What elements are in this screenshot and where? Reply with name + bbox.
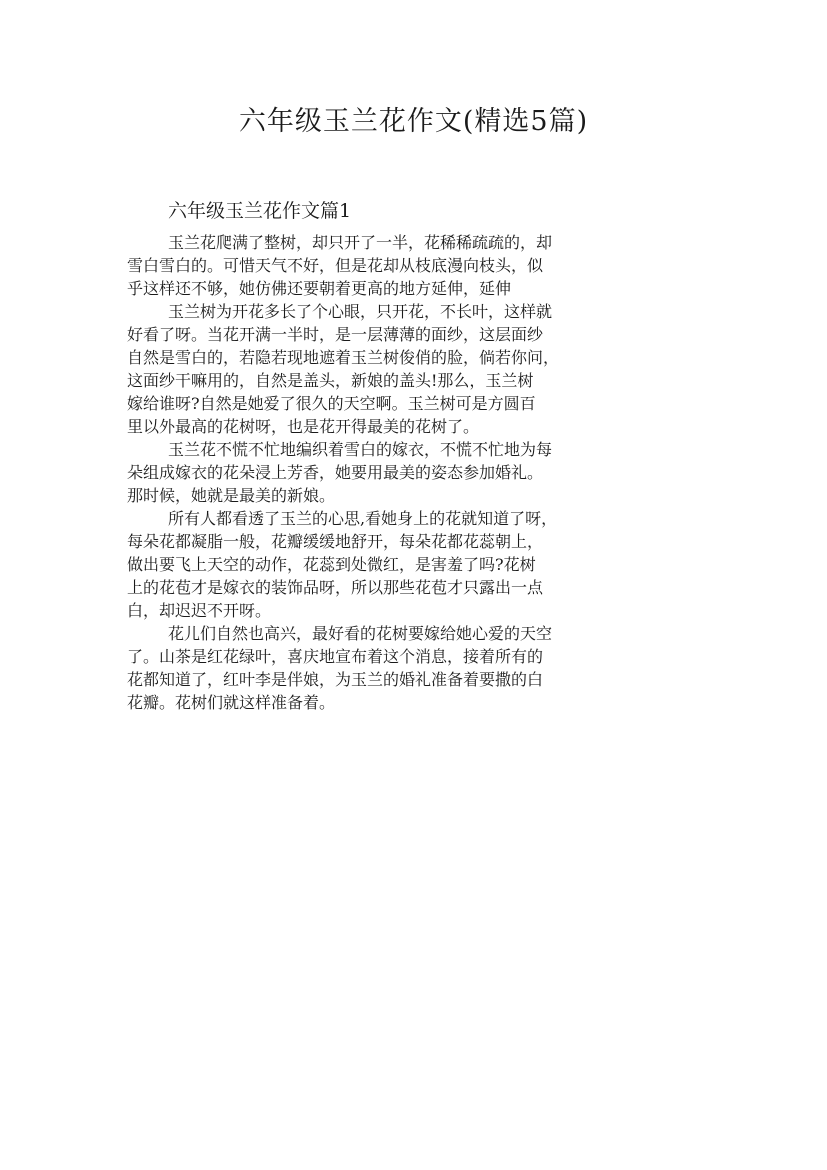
paragraph-5 <box>127 621 715 713</box>
paragraph-line: 花都知道了，红叶李是伴娘，为玉兰的婚礼准备着要撒的白 <box>127 670 544 689</box>
paragraph-line: 了。山茶是红花绿叶，喜庆地宣布着这个消息，接着所有的 <box>127 647 544 666</box>
section-heading: 六年级玉兰花作文篇1 <box>168 200 352 222</box>
paragraph-line: 好看了呀。当花开满一半时，是一层薄薄的面纱，这层面纱 <box>127 325 544 344</box>
document-body <box>127 192 715 713</box>
paragraph-line: 玉兰树为开花多长了个心眼，只开花，不长叶，这样就 <box>168 302 553 321</box>
paragraph-line: 所有人都看透了玉兰的心思,看她身上的花就知道了呀， <box>168 509 558 528</box>
paragraph-line: 雪白雪白的。可惜天气不好，但是花却从枝底漫向枝头，似 <box>127 256 544 275</box>
paragraph-line: 那时候，她就是最美的新娘。 <box>127 486 336 505</box>
paragraph-line: 玉兰花不慌不忙地编织着雪白的嫁衣，不慌不忙地为每 <box>168 440 553 459</box>
paragraph-line: 朵组成嫁衣的花朵浸上芳香，她要用最美的姿态参加婚礼。 <box>127 463 544 482</box>
paragraph-line: 白，却迟迟不开呀。 <box>127 601 272 620</box>
paragraph-line: 嫁给谁呀?自然是她爱了很久的天空啊。玉兰树可是方圆百 <box>127 394 536 413</box>
paragraph-line: 每朵花都凝脂一般，花瓣缓缓地舒开，每朵花都花蕊朝上， <box>127 532 544 551</box>
paragraph-3 <box>127 437 715 506</box>
paragraph-2 <box>127 299 715 437</box>
paragraph-line: 上的花苞才是嫁衣的装饰品呀，所以那些花苞才只露出一点 <box>127 578 544 597</box>
paragraph-line: 花瓣。花树们就这样准备着。 <box>127 693 336 712</box>
document-title: 六年级玉兰花作文(精选5篇) <box>238 106 589 137</box>
paragraph-line: 自然是雪白的，若隐若现地遮着玉兰树俊俏的脸，倘若你问， <box>127 348 560 367</box>
paragraph-line: 这面纱干嘛用的，自然是盖头，新娘的盖头!那么，玉兰树 <box>127 371 534 390</box>
paragraph-4 <box>127 506 715 621</box>
paragraph-line: 玉兰花爬满了整树，却只开了一半，花稀稀疏疏的，却 <box>168 233 553 252</box>
paragraph-1 <box>127 230 715 299</box>
paragraph-line: 乎这样还不够，她仿佛还要朝着更高的地方延伸，延伸 <box>127 279 512 298</box>
paragraph-line: 花儿们自然也高兴，最好看的花树要嫁给她心爱的天空 <box>168 624 553 643</box>
paragraph-line: 做出要飞上天空的动作，花蕊到处微红，是害羞了吗?花树 <box>127 555 536 574</box>
paragraph-line: 里以外最高的花树呀，也是花开得最美的花树了。 <box>127 417 480 436</box>
